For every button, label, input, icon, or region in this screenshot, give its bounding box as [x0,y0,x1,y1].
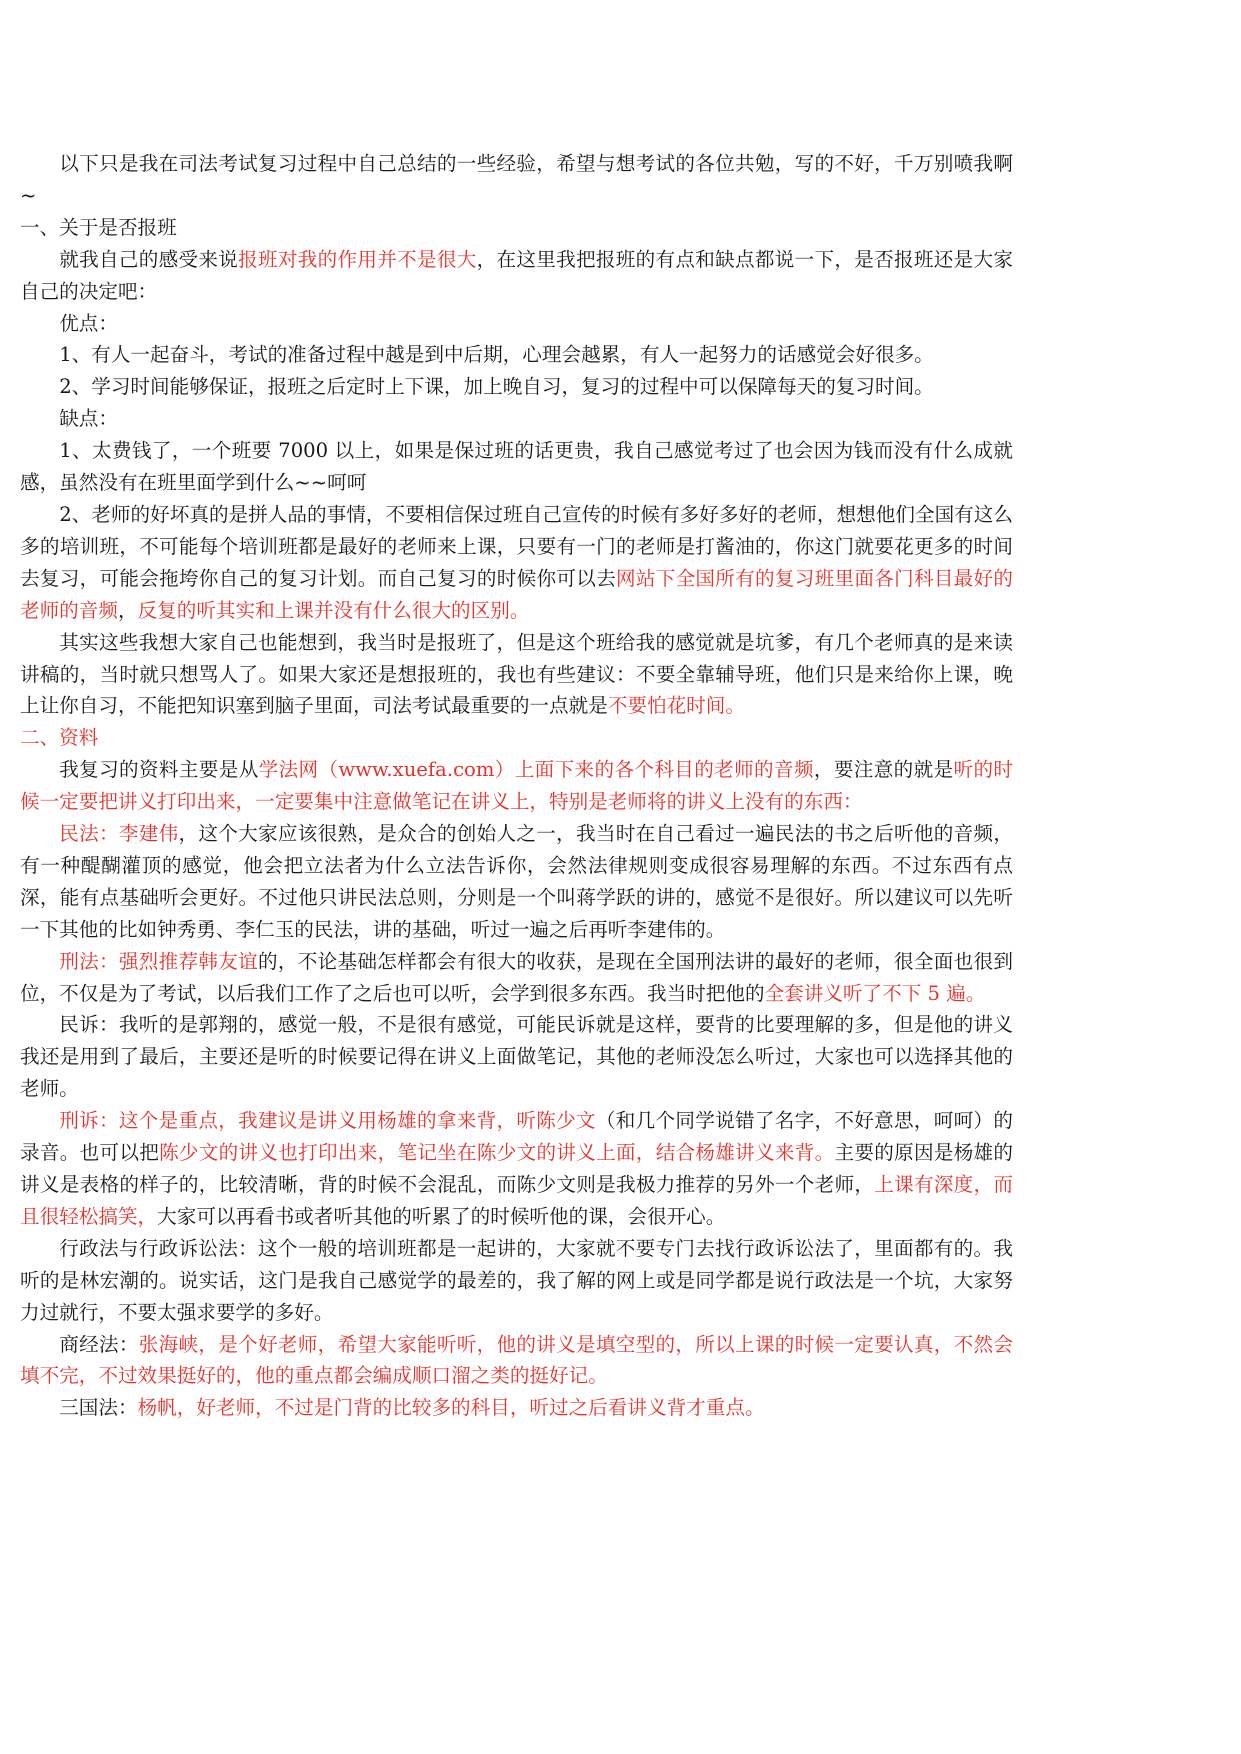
paragraph [20,818,1013,946]
paragraph [20,371,1013,403]
paragraph [20,1329,1013,1393]
highlighted-text: 陈少文的讲义也打印出来，笔记坐在陈少文的讲义上面，结合杨雄讲义来背。 [159,1141,835,1165]
text-run: 1、太费钱了，一个班要 7000 以上，如果是保过班的话更贵，我自己感觉考过了也会因为钱而没有什么成就感，虽然没有在班里面学到什么~~呵呵 [20,439,1013,495]
paragraph [20,1392,1013,1424]
paragraph [20,754,1013,818]
paragraph [20,435,1013,499]
text-run: 2、学习时间能够保证，报班之后定时上下课，加上晚自习，复习的过程中可以保障每天的复习时间。 [59,375,934,399]
text-run: 的，不论基础怎样都会有很大的收获，是现在全国刑法讲的最好的老师，很全面也很到位，不仅是为了考试，以后我们工作了之后也可以听，会学到很多东西。我当时把他的 [20,949,1014,1005]
text-run: 优点： [59,311,118,335]
highlighted-text: 网站下全国所有的复习班里面各门科目最好的老师的音频 [20,566,1014,622]
paragraph [20,499,1013,627]
text-run: 我复习的资料主要是从 [59,758,259,782]
document-body [20,148,1013,1424]
text-run: 其实这些我想大家自己也能想到，我当时是报班了，但是这个班给我的感觉就是坑爹，有几个老师真的是来读讲稿的，当时就只想骂人了。如果大家还是想报班的，我也有些建议：不要全靠辅导班，他们只是来给你上课，晚上让你自习，不能把知识塞到脑子里面，司法考试最重要的一点就是 [20,630,1013,718]
text-run: 2、老师的好坏真的是拼人品的事情，不要相信保过班自己宣传的时候有多好多好的老师，想想他们全国有这么多的培训班，不可能每个培训班都是最好的老师来上课，只要有一门的老师是打酱油的，你这门就要花更多的时间去复习，可能会拖垮你自己的复习计划。而自己复习的时候你可以去 [20,502,1013,590]
highlighted-text: 学法网（www.xuefa.com）上面下来的各个科目的老师的音频 [258,758,814,782]
text-run: 以下只是我在司法考试复习过程中自己总结的一些经验，希望与想考试的各位共勉，写的不好，千万别喷我啊~ [20,152,1013,207]
paragraph [20,1233,1013,1329]
highlighted-text: 杨帆，好老师，不过是门背的比较多的科目，听过之后看讲义背才重点。 [137,1396,765,1420]
paragraph [20,627,1013,723]
text-run: ，要注意的就是 [813,758,954,782]
section-heading [20,722,1013,754]
text-run: （和几个同学说错了名字，不好意思，呵呵）的录音。也可以把 [20,1109,1014,1165]
paragraph [20,946,1013,1010]
paragraph [20,1009,1013,1105]
highlighted-text: 不要怕花时间。 [607,694,745,718]
highlighted-text: 民法：李建伟 [59,822,179,846]
text-run: 主要的原因是杨雄的讲义是表格的样子的，比较清晰，背的时候不会混乱，而陈少文则是我极力推荐的另外一个老师， [20,1141,1014,1196]
highlighted-text: 反复的听其实和上课并没有什么很大的区别。 [137,598,530,622]
text-run: ， [117,598,138,622]
text-run: 一、关于是否报班 [20,215,177,239]
paragraph [20,244,1013,308]
text-run: 1、有人一起奋斗，考试的准备过程中越是到中后期，心理会越累，有人一起努力的话感觉会好很多。 [59,343,934,367]
highlighted-text: 听的时候一定要把讲义打印出来，一定要集中注意做笔记在讲义上，特别是老师将的讲义上没有的东西： [20,758,1014,814]
highlighted-text: 上课有深度，而且很轻松搞笑， [20,1173,1014,1228]
text-run: ，在这里我把报班的有点和缺点都说一下，是否报班还是大家自己的决定吧： [20,247,1014,303]
paragraph [20,1105,1013,1233]
highlighted-text: 刑法：强烈推荐韩友谊 [59,949,258,973]
text-run: 就我自己的感受来说 [59,247,239,271]
paragraph [20,403,1013,435]
text-run: 缺点： [59,407,118,431]
text-run: 三国法： [59,1396,138,1420]
text-run: 大家可以再看书或者听其他的听累了的时候听他的课，会很开心。 [157,1204,726,1228]
text-run: 行政法与行政诉讼法：这个一般的培训班都是一起讲的，大家就不要专门去找行政诉讼法了，里面都有的。我听的是林宏潮的。说实话，这门是我自己感觉学的最差的，我了解的网上或是同学都是说行政法是一个坑，大家努力过就行，不要太强求要学的多好。 [20,1236,1013,1324]
paragraph [20,339,1013,371]
text-run: ，这个大家应该很熟，是众合的创始人之一，我当时在自己看过一遍民法的书之后听他的音频，有一种醍醐灌顶的感觉，他会把立法者为什么立法告诉你，会然法律规则变成很容易理解的东西。不过东西有点深，能有点基础听会更好。不过他只讲民法总则，分则是一个叫蒋学跃的讲的，感觉不是很好。所以建议可以先听一下其他的比如钟秀勇、李仁玉的民法，讲的基础，听过一遍之后再听李建伟的。 [20,822,1014,941]
highlighted-text: 报班对我的作用并不是很大 [238,247,477,271]
highlighted-text: 全套讲义听了不下 5 遍。 [764,981,986,1005]
paragraph [20,308,1013,340]
highlighted-text: 张海峡，是个好老师，希望大家能听听，他的讲义是填空型的，所以上课的时候一定要认真，不然会填不完，不过效果挺好的，他的重点都会编成顺口溜之类的挺好记。 [20,1332,1014,1388]
highlighted-text: 刑诉：这个是重点，我建议是讲义用杨雄的拿来背，听陈少文 [59,1109,596,1133]
text-run: 商经法： [59,1332,139,1356]
text-run: 民诉：我听的是郭翔的，感觉一般，不是很有感觉，可能民诉就是这样，要背的比要理解的多，但是他的讲义我还是用到了最后，主要还是听的时候要记得在讲义上面做笔记，其他的老师没怎么听过，大家也可以选择其他的老师。 [20,1013,1013,1101]
highlighted-text: 二、资料 [20,726,99,750]
paragraph [20,148,1013,212]
section-heading [20,212,1013,244]
